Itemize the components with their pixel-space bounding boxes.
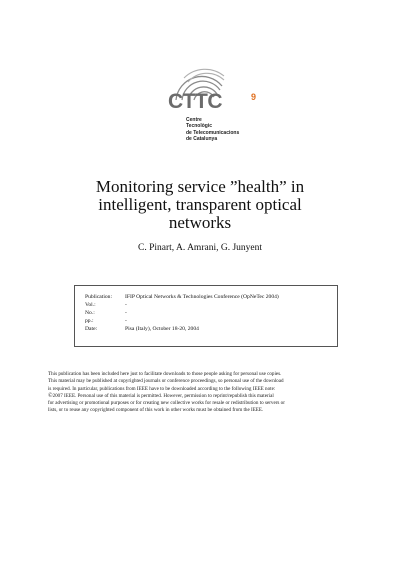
logo-wordmark xyxy=(168,90,222,114)
info-row-pages xyxy=(85,318,127,325)
info-value: - xyxy=(125,302,127,308)
logo-superscript: 9 xyxy=(251,92,257,102)
title-line: Monitoring service ”health” in xyxy=(95,177,305,196)
notice-line: for advertising or promotional purposes or for creating new collective works for resale or redistribution to servers or xyxy=(48,400,285,407)
info-row-publication xyxy=(85,294,279,301)
info-value: - xyxy=(125,310,127,316)
logo-subtitle-line: Centre xyxy=(186,117,202,123)
info-value: Pisa (Italy), October 18-20, 2004 xyxy=(125,326,199,332)
paper-title xyxy=(40,178,360,232)
logo-subtitle-line: de Telecomunicacions xyxy=(186,129,240,136)
info-label: Publication: xyxy=(85,294,113,300)
notice-line: is required. In particular, publications from IEEE have to be downloaded according to the following IEEE note: xyxy=(48,385,276,392)
info-row-number xyxy=(85,310,127,317)
info-label: No.: xyxy=(85,310,95,316)
notice-line: This publication has been included here just to facilitate downloads to those people asking for personal use copies. xyxy=(48,371,282,377)
cttc-logo xyxy=(160,66,270,156)
logo-subtitle-line: de Catalunya xyxy=(186,135,218,142)
info-label: Date: xyxy=(85,326,98,332)
info-value: - xyxy=(125,318,127,324)
info-value: IFIP Optical Networks & Technologies Conference (OpNeTec 2004) xyxy=(125,294,279,300)
publication-info-box xyxy=(74,285,338,347)
info-label: pp.: xyxy=(85,318,94,324)
notice-line: This material may be published at copyrighted journals or conference proceedings, so personal use of the download xyxy=(48,378,284,385)
logo-subtitle xyxy=(186,117,276,142)
copyright-icon: © xyxy=(48,392,53,399)
info-row-volume xyxy=(85,302,127,309)
notice-line: 2007 IEEE. Personal use of this material is permitted. However, permission to reprint/republish this material xyxy=(52,392,274,399)
logo-name: CTTC xyxy=(168,90,222,113)
title-line: networks xyxy=(168,213,232,232)
title-line: intelligent, transparent optical xyxy=(98,195,302,214)
logo-subtitle-line: Tecnològic xyxy=(186,123,213,130)
info-label: Vol.: xyxy=(85,302,96,308)
paper-authors: C. Pinart, A. Amrani, G. Junyent xyxy=(137,243,263,253)
ieee-copyright-notice xyxy=(48,371,353,415)
notice-line: lists, or to reuse any copyrighted component of this work in other works must be obtained from the IEEE. xyxy=(48,407,264,414)
info-row-date xyxy=(85,326,199,333)
